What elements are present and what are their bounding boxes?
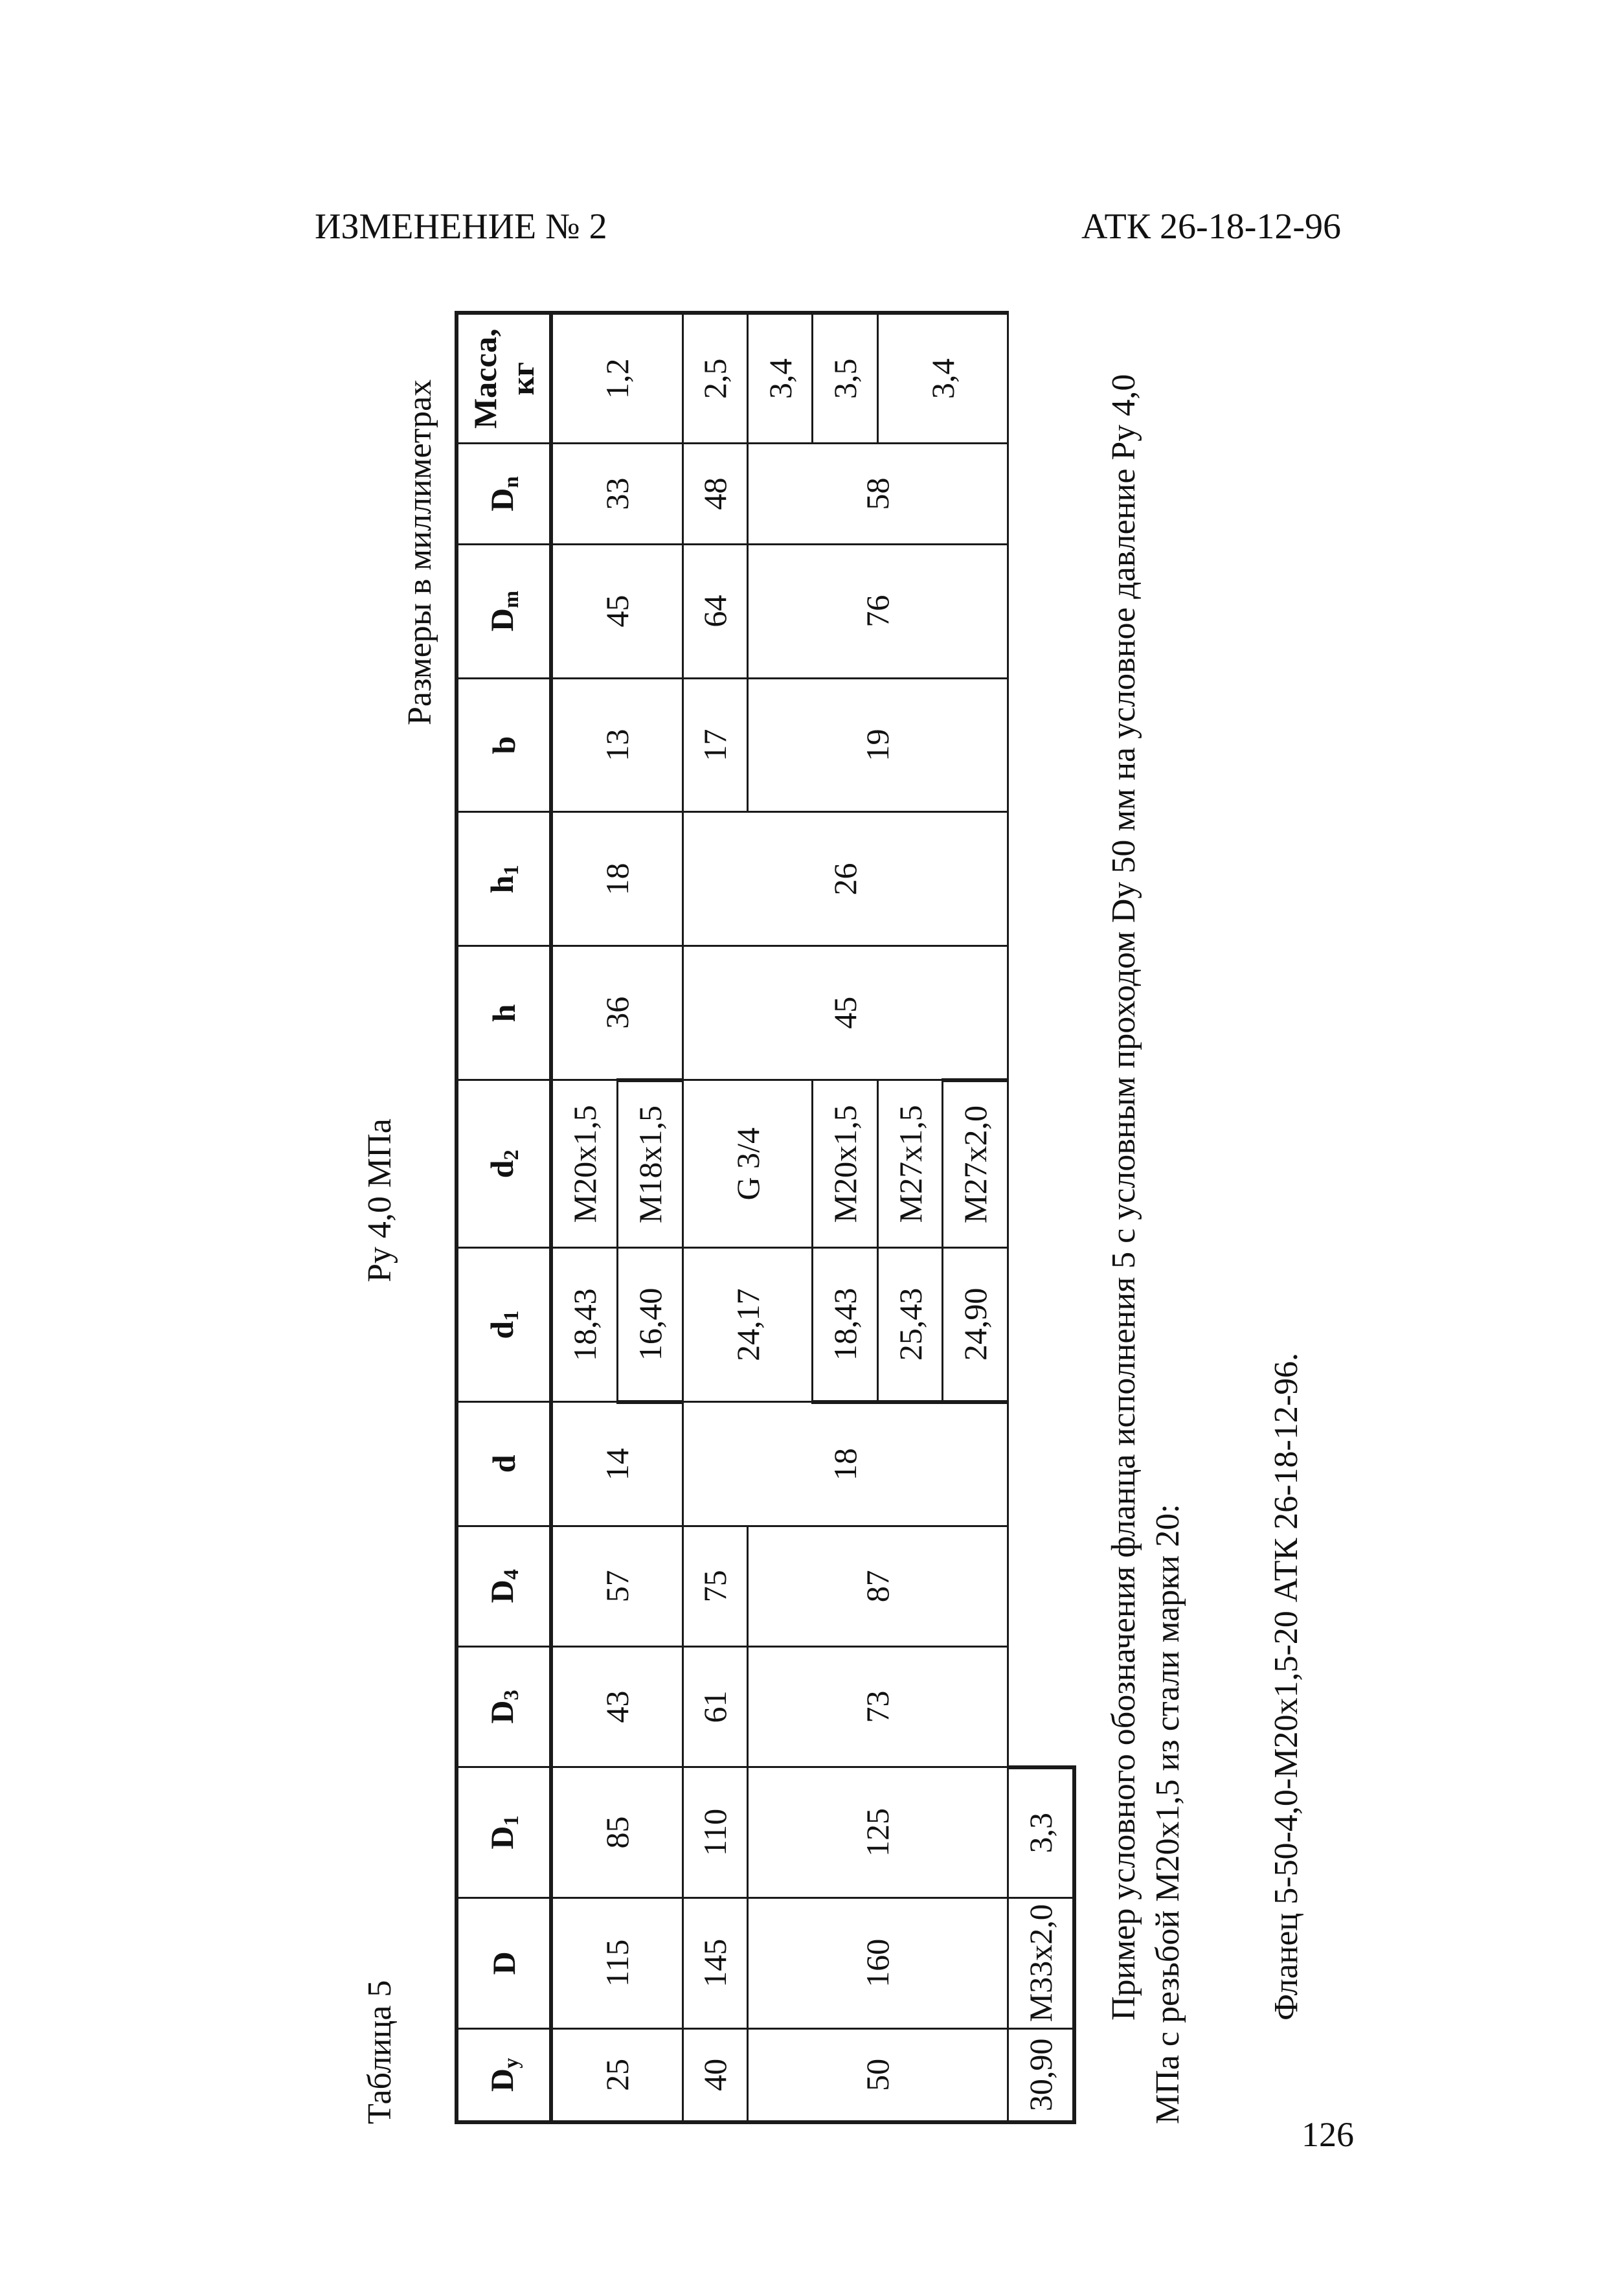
cell-dy: 40: [682, 2028, 747, 2122]
header-d-outer: D: [457, 1898, 551, 2028]
cell-d-small: 14: [551, 1402, 682, 1526]
cell-mass: 1,2: [551, 313, 682, 444]
units-label: Размеры в миллиметрах: [401, 379, 438, 725]
cell-mass: 3,4: [877, 313, 1008, 444]
cell-d3: 73: [748, 1646, 1008, 1767]
cell-d: 115: [551, 1898, 682, 2028]
table-row: [551, 313, 618, 2122]
cell-d2-small: M33x2,0: [1008, 1898, 1074, 2028]
cell-d2-small: M20x1,5: [551, 1080, 618, 1248]
cell-d4: 87: [748, 1526, 1008, 1646]
table-header-row: [457, 313, 551, 2122]
cell-dy: 25: [551, 2028, 682, 2122]
cell-d1-small: 18,43: [813, 1248, 877, 1402]
header-d2-small: $d_2$: [457, 1080, 551, 1248]
pressure-label: Ру 4,0 МПа: [361, 1118, 398, 1282]
cell-d1-small: 24,90: [943, 1248, 1008, 1402]
cell-d1-small: 24,17: [682, 1248, 813, 1402]
cell-d: 145: [682, 1898, 747, 2028]
header-h1: $h_1$: [457, 812, 551, 946]
cell-d: 160: [748, 1898, 1008, 2028]
cell-d1-small: 18,43: [551, 1248, 618, 1402]
cell-d3: 43: [551, 1646, 682, 1767]
designation-example-text: Пример условного обозначения фланца исполнения 5 с условным проходом Dу 50 мм на условное давление Ру 4,0 МПа с резьбой M20x1,5 из стали марки 20:: [1105, 374, 1186, 2124]
header-dy: $D_у$: [457, 2028, 551, 2122]
cell-mass: 2,5: [682, 313, 747, 444]
cell-dm: 45: [551, 544, 682, 678]
cell-d2-small: M18x1,5: [618, 1080, 682, 1248]
page-number: 126: [1302, 2115, 1354, 2154]
rotated-content: [335, 311, 1416, 2124]
change-label: ИЗМЕНЕНИЕ № 2: [315, 207, 607, 247]
cell-dy: 50: [748, 2028, 1008, 2122]
header-d1-small: $d_1$: [457, 1248, 551, 1402]
header-mass: Масса, кг: [457, 313, 551, 444]
header-dn: $D_n$: [457, 444, 551, 544]
cell-d1-small: 30,90: [1008, 2028, 1074, 2122]
cell-mass: 3,3: [1008, 1767, 1074, 1898]
cell-d1: 125: [748, 1767, 1008, 1898]
cell-d4: 75: [682, 1526, 747, 1646]
dimensions-table: [455, 311, 1076, 2124]
table-row: [682, 313, 747, 2122]
cell-d4: 57: [551, 1526, 682, 1646]
cell-dn: 33: [551, 444, 682, 544]
header-h: h: [457, 946, 551, 1080]
header-d3: $D_3$: [457, 1646, 551, 1767]
cell-d1-small: 25,43: [877, 1248, 942, 1402]
cell-b: 13: [551, 678, 682, 812]
cell-d1: 110: [682, 1767, 747, 1898]
cell-dn: 58: [748, 444, 1008, 544]
cell-b: 19: [748, 678, 1008, 812]
cell-d-small: 18: [682, 1402, 1008, 1526]
header-b: b: [457, 678, 551, 812]
designation-code: Фланец 5-50-4,0-M20x1,5-20 АТК 26-18-12-96.: [1268, 1352, 1305, 2021]
header-d1: $D_1$: [457, 1767, 551, 1898]
cell-d3: 61: [682, 1646, 747, 1767]
cell-d2-small: M27x2,0: [943, 1080, 1008, 1248]
table-row: [1008, 313, 1074, 2122]
cell-b: 17: [682, 678, 747, 812]
cell-d1: 85: [551, 1767, 682, 1898]
cell-d2-small: M27x1,5: [877, 1080, 942, 1248]
cell-d2-small: M20x1,5: [813, 1080, 877, 1248]
cell-h: 45: [682, 946, 1008, 1080]
cell-d2-small: G 3/4: [682, 1080, 813, 1248]
cell-dm: 64: [682, 544, 747, 678]
cell-dn: 48: [682, 444, 747, 544]
cell-d1-small: 16,40: [618, 1248, 682, 1402]
cell-h1: 26: [682, 812, 1008, 946]
header-d4: $D_4$: [457, 1526, 551, 1646]
document-code: АТК 26-18-12-96: [1081, 207, 1341, 247]
header-d-small: d: [457, 1402, 551, 1526]
table-caption: Таблица 5: [361, 1980, 398, 2124]
cell-dm: 76: [748, 544, 1008, 678]
cell-h: 36: [551, 946, 682, 1080]
cell-mass: 3,5: [813, 313, 877, 444]
header-dm: $D_m$: [457, 544, 551, 678]
cell-mass: 3,4: [748, 313, 813, 444]
cell-h1: 18: [551, 812, 682, 946]
